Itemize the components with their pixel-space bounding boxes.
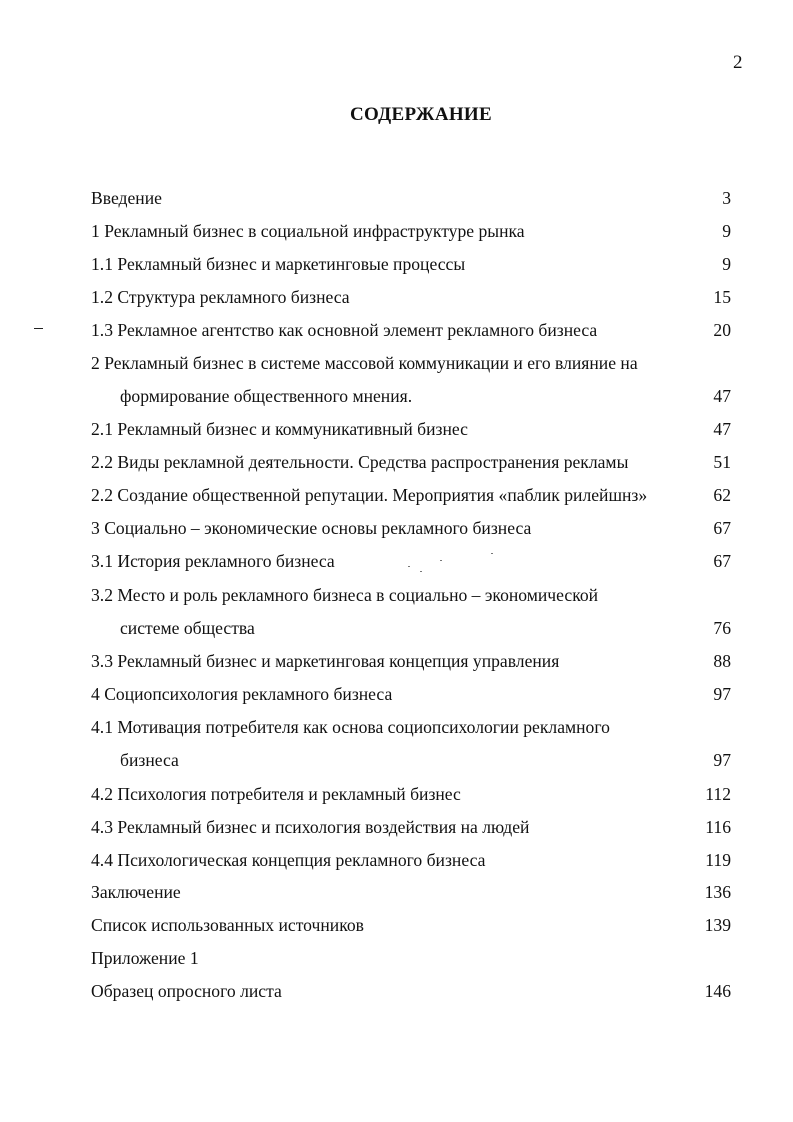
toc-entry-page: 119 (705, 850, 731, 870)
toc-entry-page: 15 (713, 287, 731, 307)
scan-speck (491, 553, 493, 554)
toc-entry-text: 1.1 Рекламный бизнес и маркетинговые процессы (91, 254, 466, 274)
toc-entry-3-1 (0, 547, 793, 575)
toc-entry-text: Список использованных источников (91, 915, 364, 935)
toc-entry-2-cont (0, 382, 793, 410)
toc-entry-appendix (0, 944, 793, 972)
toc-entry-intro (0, 184, 793, 212)
toc-entry-text: 2 Рекламный бизнес в системе массовой коммуникации и его влияние на (91, 353, 638, 373)
toc-entry-1-3 (0, 316, 793, 344)
toc-entry-2-2b (0, 481, 793, 509)
toc-entry-text: 3 Социально – экономические основы рекламного бизнеса (91, 518, 532, 538)
toc-entry-page: 136 (704, 882, 731, 902)
toc-entry-page: 47 (713, 419, 731, 439)
toc-entry-page: 3 (722, 188, 731, 208)
page-number: 2 (733, 52, 743, 73)
toc-entry-text: 1 Рекламный бизнес в социальной инфраструктуре рынка (91, 221, 525, 241)
toc-entry-text: Заключение (91, 882, 181, 902)
toc-entry-page: 20 (713, 320, 731, 340)
toc-entry-questionnaire (0, 977, 793, 1005)
toc-entry-sources (0, 911, 793, 939)
toc-entry-text: 4.1 Мотивация потребителя как основа социопсихологии рекламного (91, 717, 610, 737)
toc-entry-text: 2.1 Рекламный бизнес и коммуникативный бизнес (91, 419, 468, 439)
toc-entry-text: Приложение 1 (91, 948, 199, 968)
toc-entry-page: 62 (713, 485, 731, 505)
toc-entry-4-1-cont (0, 746, 793, 774)
toc-entry-3 (0, 514, 793, 542)
toc-entry-text: 3.1 История рекламного бизнеса (91, 551, 335, 571)
toc-entry-page: 139 (704, 915, 731, 935)
toc-entry-page: 116 (705, 817, 731, 837)
toc-entry-2-1 (0, 415, 793, 443)
toc-entry-text: 2.2 Виды рекламной деятельности. Средства распространения рекламы (91, 452, 629, 472)
scan-speck (440, 560, 442, 561)
toc-entry-3-2-cont (0, 614, 793, 642)
toc-entry-text: 4.3 Рекламный бизнес и психология воздействия на людей (91, 817, 530, 837)
scan-speck (408, 566, 410, 567)
toc-entry-text: 1.2 Структура рекламного бизнеса (91, 287, 350, 307)
toc-entry-page: 9 (722, 221, 731, 241)
toc-entry-text: Введение (91, 188, 162, 208)
toc-entry-page: 67 (713, 518, 731, 538)
toc-entry-text: 2.2 Создание общественной репутации. Мероприятия «паблик рилейшнз» (91, 485, 648, 505)
toc-entry-page: 146 (704, 981, 731, 1001)
toc-entry-1-1 (0, 250, 793, 278)
toc-entry-conclusion (0, 878, 793, 906)
toc-entry-page: 67 (713, 551, 731, 571)
toc-entry-page: 112 (705, 784, 731, 804)
toc-entry-text: 4 Социопсихология рекламного бизнеса (91, 684, 393, 704)
toc-entry-text: 3.3 Рекламный бизнес и маркетинговая концепция управления (91, 651, 560, 671)
toc-entry-3-2 (0, 581, 793, 609)
toc-entry-1-2 (0, 283, 793, 311)
toc-entry-page: 88 (713, 651, 731, 671)
toc-entry-4-3 (0, 813, 793, 841)
toc-entry-4-2 (0, 780, 793, 808)
toc-entry-3-3 (0, 647, 793, 675)
toc-entry-page: 47 (713, 386, 731, 406)
page-title: СОДЕРЖАНИЕ (350, 104, 492, 125)
toc-entry-page: 97 (713, 750, 731, 770)
toc-entry-2-2 (0, 448, 793, 476)
toc-entry-page: 51 (713, 452, 731, 472)
toc-entry-2 (0, 349, 793, 377)
toc-entry-text: 4.4 Психологическая концепция рекламного бизнеса (91, 850, 486, 870)
toc-entry-page: 76 (713, 618, 731, 638)
toc-entry-text: 3.2 Место и роль рекламного бизнеса в социально – экономической (91, 585, 599, 605)
margin-mark (34, 328, 43, 329)
toc-entry-4-4 (0, 846, 793, 874)
toc-entry-text: Образец опросного листа (91, 981, 282, 1001)
toc-entry-page: 9 (722, 254, 731, 274)
toc-entry-1 (0, 217, 793, 245)
toc-entry-text: 1.3 Рекламное агентство как основной элемент рекламного бизнеса (91, 320, 598, 340)
toc-entry-text: 4.2 Психология потребителя и рекламный бизнес (91, 784, 461, 804)
toc-entry-page: 97 (713, 684, 731, 704)
toc-entry-text: формирование общественного мнения. (120, 386, 413, 406)
toc-entry-4 (0, 680, 793, 708)
toc-entry-text: бизнеса (120, 750, 179, 770)
toc-entry-4-1 (0, 713, 793, 741)
scan-speck (420, 571, 422, 572)
toc-entry-text: системе общества (120, 618, 255, 638)
